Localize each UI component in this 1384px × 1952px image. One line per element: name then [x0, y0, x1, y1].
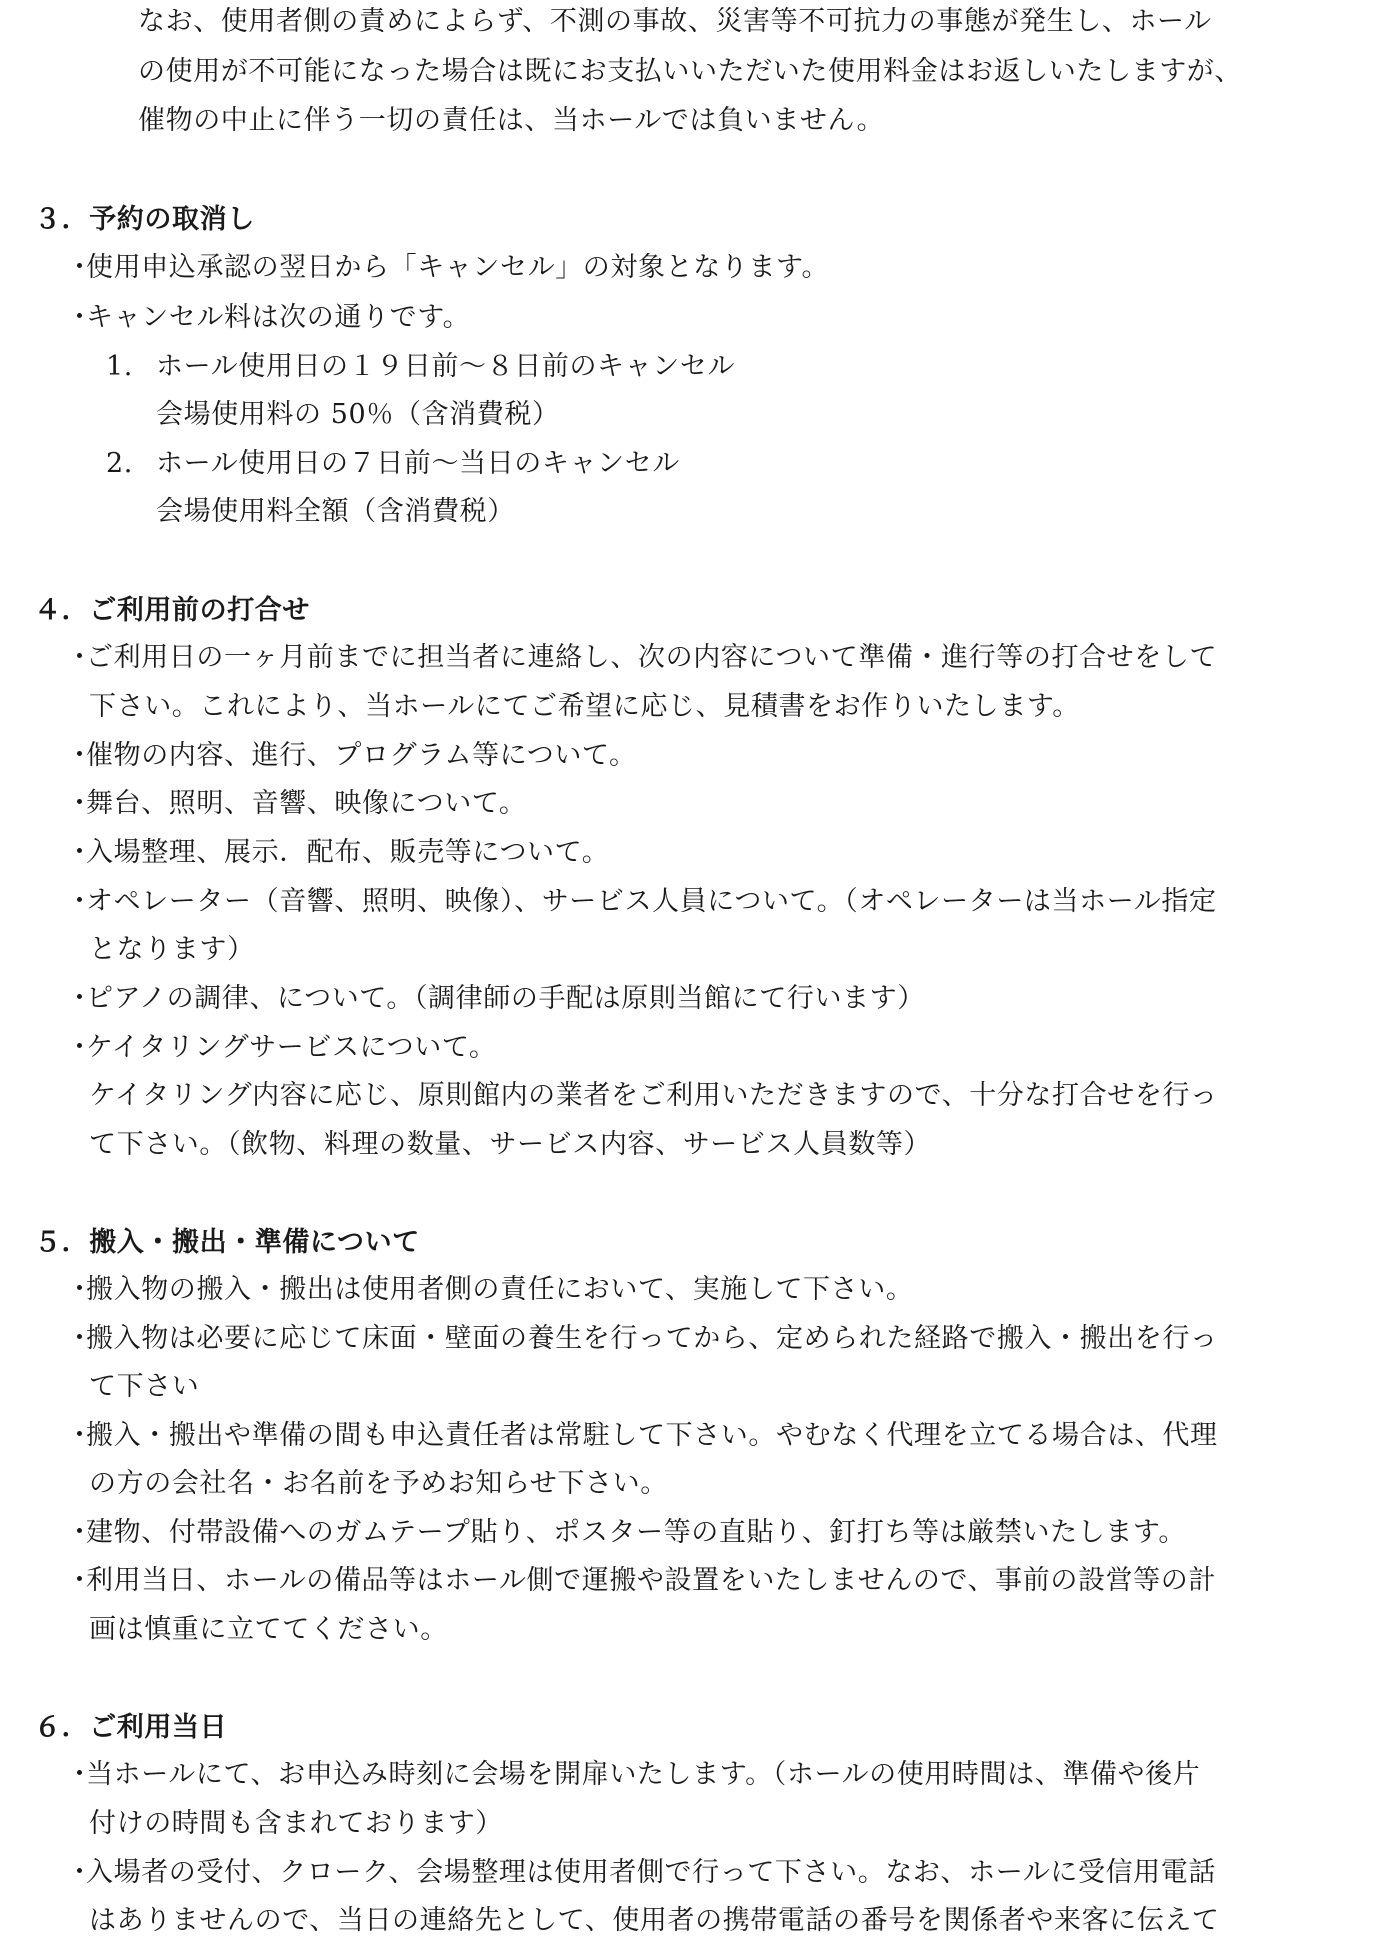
section-6-bullet-2-cont: はありませんので、当日の連絡先として、使用者の携帯電話の番号を関係者や来客に伝えて: [89, 1905, 1220, 1936]
bullet-text: ご利用日の一ヶ月前までに担当者に連絡し、次の内容について準備・進行等の打合せをして: [86, 642, 1218, 673]
intro-line-3: 催物の中止に伴う一切の責任は、当ホールでは負いません。: [138, 105, 885, 136]
bullet-mark: ・: [66, 788, 94, 819]
section-5-bullet-5-cont: 画は慎重に立ててください。: [89, 1614, 448, 1645]
section-4-bullet-7-cont-1: ケイタリング内容に応じ、原則館内の業者をご利用いただきますので、十分な打合せを行っ: [89, 1080, 1218, 1111]
bullet-text: 搬入・搬出や準備の間も申込責任者は常駐して下さい。やむなく代理を立てる場合は、代理: [86, 1420, 1218, 1451]
bullet-mark: ・: [66, 1274, 94, 1305]
bullet-text: 利用当日、ホールの備品等はホール側で運搬や設置をいたしませんので、事前の設営等の計: [86, 1565, 1216, 1596]
bullet-text: 搬入物の搬入・搬出は使用者側の責任において、実施して下さい。: [86, 1274, 914, 1305]
bullet-mark: ・: [66, 1032, 94, 1063]
bullet-mark: ・: [66, 983, 94, 1014]
bullet-mark: ・: [66, 252, 94, 283]
section-3-heading: ３．予約の取消し: [34, 204, 255, 235]
section-4-heading: ４．ご利用前の打合せ: [34, 595, 310, 626]
section-6-heading: ６．ご利用当日: [34, 1712, 228, 1743]
bullet-text: 入場整理、展示．配布、販売等について。: [86, 837, 610, 868]
bullet-mark: ・: [66, 1759, 94, 1790]
bullet-mark: ・: [66, 1517, 94, 1548]
bullet-text: 建物、付帯設備へのガムテープ貼り、ポスター等の直貼り、釘打ち等は厳禁いたします。: [86, 1517, 1186, 1548]
section-5-bullet-2-cont: て下さい: [89, 1371, 200, 1402]
bullet-mark: ・: [66, 837, 94, 868]
section-5-heading: ５．搬入・搬出・準備について: [34, 1227, 420, 1258]
bullet-mark: ・: [66, 886, 94, 917]
section-4-bullet-5-cont: となります）: [89, 934, 255, 965]
bullet-text: キャンセル料は次の通りです。: [86, 302, 471, 333]
bullet-text: オペレーター（音響、照明、映像）、サービス人員について。（オペレーターは当ホール指定: [86, 886, 1217, 917]
section-5-bullet-3-cont: の方の会社名・お名前を予めお知らせ下さい。: [89, 1468, 668, 1499]
bullet-text: 当ホールにて、お申込み時刻に会場を開扉いたします。（ホールの使用時間は、準備や後片: [86, 1759, 1201, 1790]
item-text: ホール使用日の７日前～当日のキャンセル: [156, 448, 680, 479]
bullet-text: 入場者の受付、クローク、会場整理は使用者側で行って下さい。なお、ホールに受信用電話: [86, 1857, 1216, 1888]
bullet-mark: ・: [66, 1565, 94, 1596]
bullet-mark: ・: [66, 1857, 94, 1888]
intro-line-1: なお、使用者側の責めによらず、不測の事故、災害等不可抗力の事態が発生し、ホール: [138, 6, 1212, 37]
bullet-mark: ・: [66, 1420, 94, 1451]
section-4-bullet-1-cont: 下さい。これにより、当ホールにてご希望に応じ、見積書をお作りいたします。: [89, 691, 1080, 722]
item-number: 2.: [106, 448, 133, 479]
bullet-text: 催物の内容、進行、プログラム等について。: [86, 740, 637, 771]
item-number: 1.: [106, 351, 133, 382]
intro-line-2: の使用が不可能になった場合は既にお支払いいただいた使用料金はお返しいたしますが、: [138, 56, 1242, 87]
bullet-text: 搬入物は必要に応じて床面・壁面の養生を行ってから、定められた経路で搬入・搬出を行っ: [86, 1323, 1218, 1354]
section-6-bullet-1-cont: 付けの時間も含まれております）: [89, 1808, 503, 1839]
section-4-bullet-7-cont-2: て下さい。（飲物、料理の数量、サービス内容、サービス人員数等）: [89, 1129, 932, 1160]
bullet-text: 使用申込承認の翌日から「キャンセル」の対象となります。: [86, 252, 830, 283]
section-3-numbered-item-2-detail: 会場使用料全額（含消費税）: [156, 496, 515, 527]
bullet-mark: ・: [66, 740, 94, 771]
bullet-mark: ・: [66, 642, 94, 673]
bullet-mark: ・: [66, 1323, 94, 1354]
bullet-text: 舞台、照明、音響、映像について。: [86, 788, 527, 819]
section-3-numbered-item-1-detail: 会場使用料の 50％（含消費税）: [156, 399, 560, 430]
bullet-text: ケイタリングサービスについて。: [86, 1032, 497, 1063]
bullet-mark: ・: [66, 302, 94, 333]
item-text: ホール使用日の１９日前～８日前のキャンセル: [156, 351, 736, 382]
bullet-text: ピアノの調律、について。（調律師の手配は原則当館にて行います）: [86, 983, 925, 1014]
